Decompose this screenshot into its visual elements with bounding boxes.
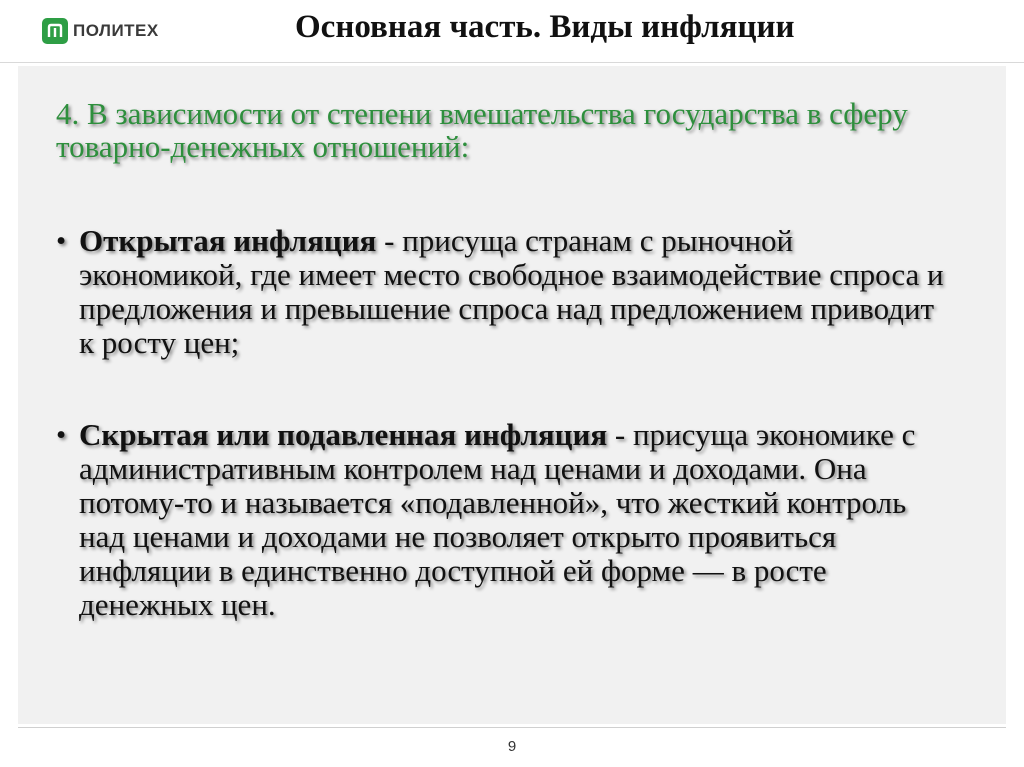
slide-header <box>0 0 1024 63</box>
bullet-dot-icon: • <box>56 419 67 451</box>
bullet-description: - присуща экономике с административным контролем над ценами и доходами. Она потому-то и называется «подавленной», что жесткий контроль над ценами и доходами не позволяет открыто проявиться инфляции в единственно доступной ей форме — в росте денежных цен. <box>79 417 916 622</box>
bullet-open-inflation <box>56 224 956 360</box>
slide-content <box>18 66 1006 724</box>
bullet-term: Открытая инфляция <box>79 223 377 258</box>
section-subtitle: 4. В зависимости от степени вмешательства государства в сферу товарно-денежных отношений: <box>56 96 908 164</box>
slide-title: Основная часть. Виды инфляции <box>295 9 795 45</box>
footer-divider <box>18 727 1006 728</box>
bullet-text <box>56 224 956 360</box>
logo-text: ПОЛИТЕХ <box>73 21 159 40</box>
bullet-dot-icon: • <box>56 225 67 257</box>
bullet-description: - присуща странам с рыночной экономикой, где имеет место свободное взаимодействие спроса и предложения и превышение спроса над предложением приводит к росту цен; <box>79 223 944 360</box>
politech-logo <box>42 16 159 46</box>
bullet-term: Скрытая или подавленная инфляция <box>79 417 608 452</box>
bullet-hidden-inflation <box>56 418 956 622</box>
politech-logo-icon <box>42 18 68 44</box>
page-number: 9 <box>507 738 517 755</box>
bullet-text <box>56 418 956 622</box>
